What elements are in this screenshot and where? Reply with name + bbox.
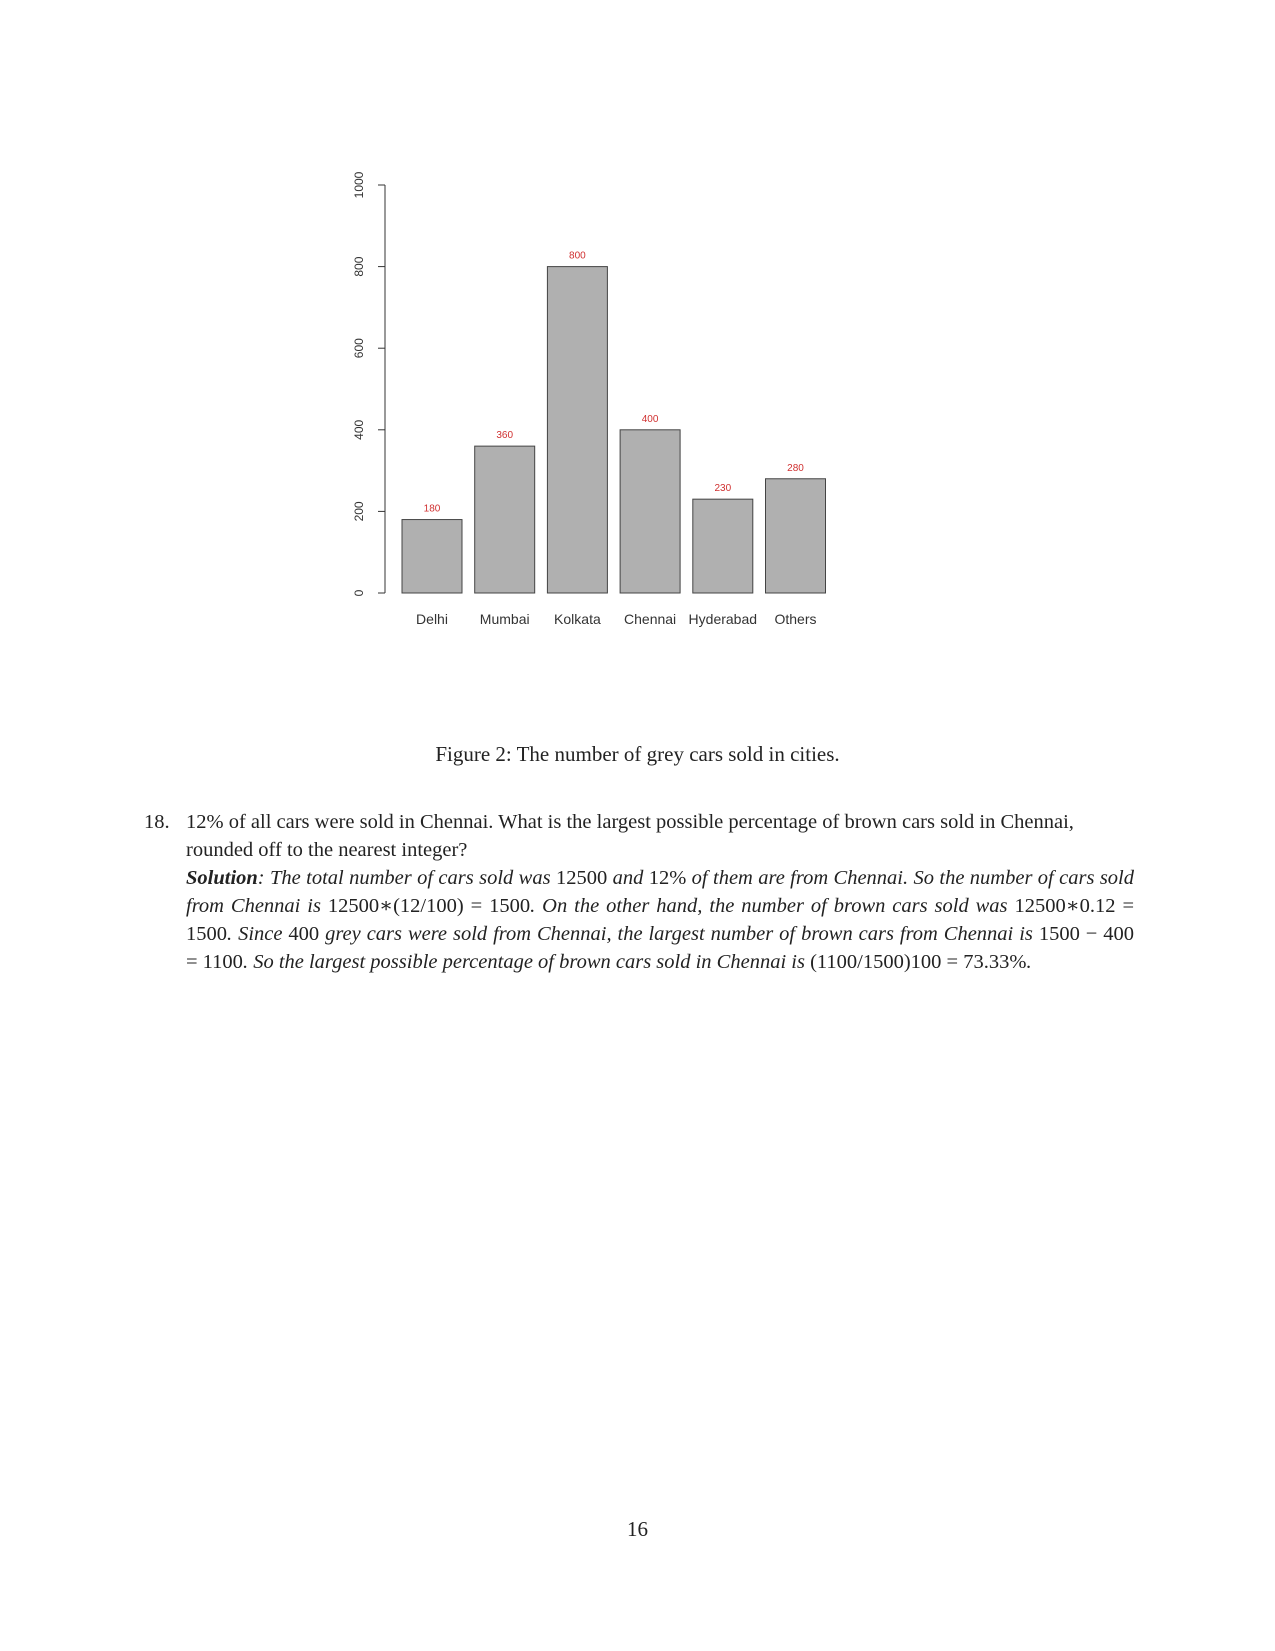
category-label: Mumbai <box>479 611 530 627</box>
bar-others <box>766 479 826 593</box>
bar-mumbai <box>475 446 535 593</box>
data-label: 180 <box>423 503 441 515</box>
solution-text: Solution: The total number of cars sold was 12500 and 12% of them are from Chennai. So the number of cars sold from Chennai is 12500∗(12/100) = 1500. On the other hand, the number of brown cars sold was 12500∗0.12 = 1500. Since 400 grey cars were sold from Chennai, the largest number of brown cars from Chennai is 1500 − 400 = 1100. So the largest possible percentage of brown cars sold in Chennai is (1100/1500)100 = 73.33%. <box>186 867 1135 973</box>
question-text: 12% of all cars were sold in Chennai. What is the largest possible percentage of brown cars sold in Chennai, rounded off to the nearest integer? <box>186 811 1074 861</box>
y-tick-label: 1000 <box>352 171 366 199</box>
data-label: 400 <box>641 413 659 425</box>
bar-kolkata <box>547 267 607 593</box>
category-label: Kolkata <box>554 611 601 627</box>
data-label: 360 <box>496 430 514 442</box>
bar-chart <box>350 170 850 640</box>
page-number: 16 <box>627 1517 648 1541</box>
question-18 <box>144 808 1134 976</box>
y-tick-label: 0 <box>352 589 366 597</box>
data-label: 230 <box>714 483 732 495</box>
figure-caption: Figure 2: The number of grey cars sold in cities. <box>435 742 840 766</box>
y-tick-label: 600 <box>352 338 366 359</box>
bar-chennai <box>620 430 680 593</box>
y-tick-label: 200 <box>352 501 366 522</box>
data-label: 280 <box>787 462 804 474</box>
y-tick-label: 400 <box>352 419 366 440</box>
category-label: Delhi <box>416 611 448 627</box>
bar-hyderabad <box>693 499 753 593</box>
question-number: 18. <box>144 811 170 833</box>
category-label: Hyderabad <box>688 611 758 627</box>
y-tick-label: 800 <box>352 256 366 277</box>
solution-label: Solution <box>186 867 258 889</box>
category-label: Chennai <box>624 611 677 627</box>
category-label: Others <box>774 611 817 627</box>
bar-delhi <box>402 520 462 593</box>
data-label: 800 <box>569 250 586 262</box>
